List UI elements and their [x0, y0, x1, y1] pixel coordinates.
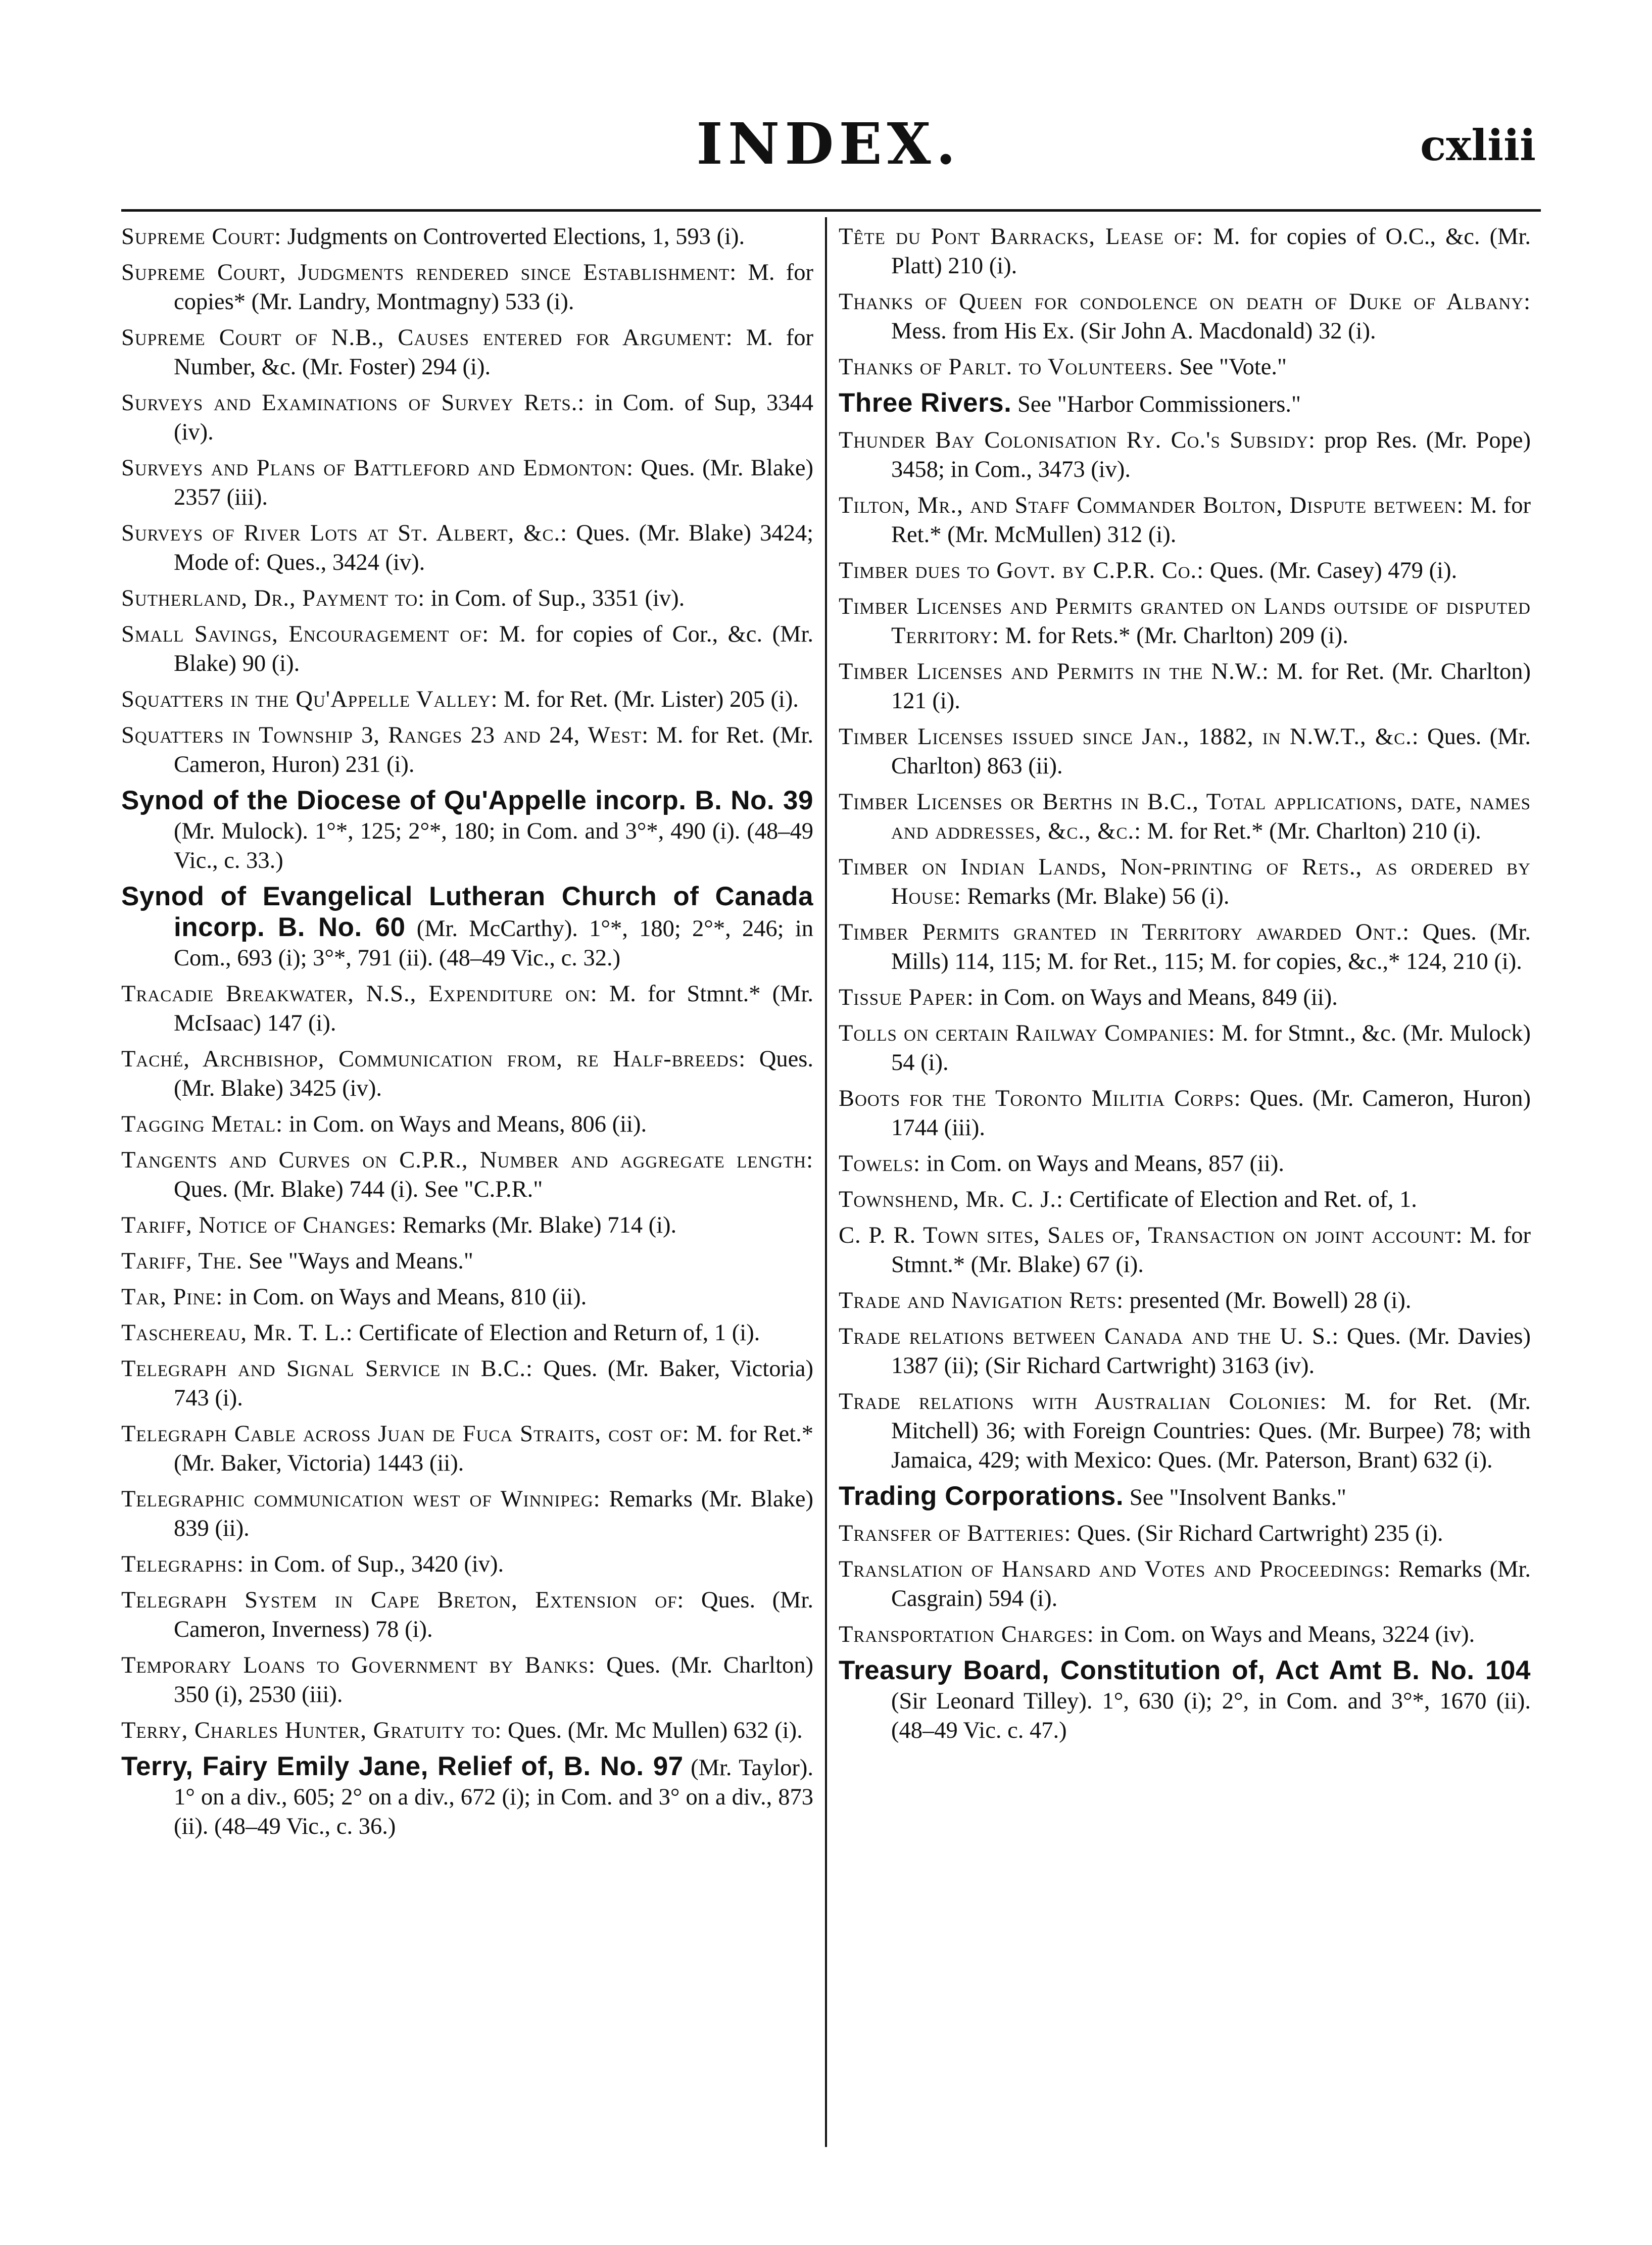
index-entry: [121, 519, 813, 577]
index-entry: [121, 1247, 813, 1276]
entry-text: presented (Mr. Bowell) 28 (i).: [1124, 1288, 1412, 1313]
index-entry: [121, 685, 813, 714]
index-entry: [839, 556, 1531, 585]
entry-heading: Tangents and Curves on C.P.R., Number and aggregate length:: [121, 1147, 813, 1173]
entry-text: prop Res. (Mr. Pope) 3458; in Com., 3473 (iv).: [891, 427, 1531, 482]
entry-text: M. for Ret. (Mr. Mitchell) 36; with Foreign Countries: Ques. (Mr. Burpee) 78; with Jamaica, 429; with Mexico: Ques. (Mr. Paterson, Brant) 632 (i).: [891, 1389, 1531, 1473]
entry-heading: Timber Licenses and Permits granted on Lands outside of disputed Territory:: [839, 594, 1531, 649]
entry-heading: Boots for the Toronto Militia Corps:: [839, 1086, 1241, 1111]
index-entry: [839, 1555, 1531, 1614]
right-column: [839, 222, 1531, 1752]
index-entry: [121, 258, 813, 317]
entry-text: Remarks (Mr. Blake) 714 (i).: [397, 1212, 677, 1238]
entry-heading: Surveys and Examinations of Survey Rets.:: [121, 390, 585, 416]
index-entry: [839, 1286, 1531, 1315]
entry-heading: Tracadie Breakwater, N.S., Expenditure on:: [121, 981, 598, 1007]
entry-text: See "Vote.": [1173, 354, 1287, 380]
entry-heading: Timber Licenses or Berths in B.C., Total applications, date, names and addresses, &c., &c.:: [839, 789, 1531, 844]
entry-text: Mess. from His Ex. (Sir John A. Macdonald) 32 (i).: [891, 318, 1376, 344]
index-entry: [121, 1211, 813, 1240]
entry-heading: Thanks of Parlt. to Volunteers.: [839, 354, 1174, 380]
entry-text: in Com. on Ways and Means, 806 (ii).: [283, 1111, 647, 1137]
index-entry: [839, 1620, 1531, 1649]
index-entry: [121, 620, 813, 678]
entry-heading: Timber dues to Govt. by C.P.R. Co.:: [839, 558, 1204, 583]
entry-text: See "Ways and Means.": [242, 1248, 473, 1274]
entry-text: M. for Ret. (Mr. Cameron, Huron) 231 (i).: [174, 722, 813, 777]
entry-heading: Squatters in the Qu'Appelle Valley:: [121, 687, 498, 712]
entry-heading: Supreme Court of N.B., Causes entered for Argument:: [121, 325, 733, 351]
entry-text: M. for Ret.* (Mr. Charlton) 210 (i).: [1141, 818, 1481, 844]
page-header: [121, 111, 1536, 207]
entry-heading: Sutherland, Dr., Payment to:: [121, 585, 425, 611]
entry-text: in Com. of Sup., 3420 (iv).: [244, 1551, 504, 1577]
entry-heading: Thunder Bay Colonisation Ry. Co.'s Subsidy:: [839, 427, 1316, 453]
header-rule: [121, 209, 1541, 212]
entry-heading: Transportation Charges:: [839, 1622, 1094, 1647]
entry-heading: Three Rivers.: [839, 388, 1012, 418]
entry-text: (Mr. McCarthy). 1°*, 180; 2°*, 246; in Com., 693 (i); 3°*, 791 (ii). (48–49 Vic., c. 32.): [174, 916, 813, 971]
entry-heading: Telegraphs:: [121, 1551, 245, 1577]
entry-heading: Timber Permits granted in Territory awarded Ont.:: [839, 919, 1410, 945]
index-entry: [839, 1019, 1531, 1078]
entry-heading: Tête du Pont Barracks, Lease of:: [839, 224, 1204, 250]
entry-heading: Trade relations with Australian Colonies:: [839, 1389, 1327, 1414]
entry-text: in Com. of Sup., 3351 (iv).: [425, 585, 685, 611]
index-entry: [121, 1550, 813, 1579]
entry-text: (Mr. Taylor). 1° on a div., 605; 2° on a div., 672 (i); in Com. and 3° on a div., 873 (ii). (48–49 Vic., c. 36.): [174, 1755, 813, 1839]
index-entry: [839, 426, 1531, 484]
entry-heading: Timber Licenses issued since Jan., 1882, in N.W.T., &c.:: [839, 724, 1419, 750]
entry-text: M. for Number, &c. (Mr. Foster) 294 (i).: [174, 325, 813, 380]
index-entry: [839, 1387, 1531, 1475]
entry-heading: Transfer of Batteries:: [839, 1521, 1072, 1546]
index-entry: [839, 353, 1531, 382]
index-entry: [121, 980, 813, 1038]
entry-text: See "Harbor Commissioners.": [1011, 392, 1301, 417]
index-entry: [839, 1185, 1531, 1214]
entry-heading: Trade and Navigation Rets:: [839, 1288, 1124, 1313]
index-entry: [121, 1354, 813, 1413]
entry-text: M. for Ret. (Mr. Lister) 205 (i).: [498, 687, 799, 712]
entry-heading: Thanks of Queen for condolence on death of Duke of Albany:: [839, 289, 1531, 315]
entry-text: in Com. on Ways and Means, 3224 (iv).: [1094, 1622, 1475, 1647]
index-entry: [839, 1221, 1531, 1280]
entry-heading: Treasury Board, Constitution of, Act Amt B. No. 104: [839, 1655, 1531, 1685]
entry-text: M. for copies of O.C., &c. (Mr. Platt) 210 (i).: [891, 224, 1531, 279]
entry-heading: Translation of Hansard and Votes and Proceedings:: [839, 1556, 1391, 1582]
entry-text: M. for copies* (Mr. Landry, Montmagny) 533 (i).: [174, 260, 813, 315]
entry-heading: Terry, Fairy Emily Jane, Relief of, B. No. 97: [121, 1751, 684, 1781]
left-column: [121, 222, 813, 1848]
entry-heading: Tariff, The.: [121, 1248, 243, 1274]
entry-heading: C. P. R. Town sites, Sales of, Transaction on joint account:: [839, 1223, 1463, 1248]
entry-text: Ques. (Mr. Baker, Victoria) 743 (i).: [174, 1356, 813, 1411]
entry-text: Ques. (Mr. Cameron, Huron) 1744 (iii).: [891, 1086, 1531, 1141]
entry-heading: Temporary Loans to Government by Banks:: [121, 1652, 596, 1678]
entry-heading: Surveys and Plans of Battleford and Edmonton:: [121, 455, 634, 481]
entry-text: in Com. on Ways and Means, 810 (ii).: [223, 1284, 587, 1310]
index-entry: [121, 1146, 813, 1204]
index-entry: [121, 1485, 813, 1543]
index-entry: [121, 1319, 813, 1348]
entry-heading: Terry, Charles Hunter, Gratuity to:: [121, 1718, 502, 1743]
entry-text: M. for Stmnt.* (Mr. McIsaac) 147 (i).: [174, 981, 814, 1036]
index-entry: [121, 1110, 813, 1139]
entry-heading: Telegraphic communication west of Winnipeg:: [121, 1486, 601, 1512]
entry-text: Ques. (Mr. Blake) 3425 (iv).: [174, 1046, 813, 1101]
entry-heading: Supreme Court:: [121, 224, 282, 250]
entry-heading: Trade relations between Canada and the U. S.:: [839, 1324, 1339, 1349]
entry-text: Ques. (Mr. Blake) 744 (i). See "C.P.R.": [174, 1177, 543, 1202]
entry-text: (Sir Leonard Tilley). 1°, 630 (i); 2°, in Com. and 3°*, 1670 (ii). (48–49 Vic. c. 47.): [891, 1688, 1531, 1743]
index-entry: [121, 882, 813, 973]
entry-text: M. for copies of Cor., &c. (Mr. Blake) 90 (i).: [174, 621, 813, 676]
entry-heading: Small Savings, Encouragement of:: [121, 621, 490, 647]
column-divider: [825, 217, 827, 2147]
index-entry: [839, 1322, 1531, 1381]
entry-text: Certificate of Election and Return of, 1 (i).: [353, 1320, 760, 1346]
entry-text: in Com. on Ways and Means, 849 (ii).: [974, 985, 1338, 1010]
index-entry: [121, 1651, 813, 1710]
index-entry: [839, 287, 1531, 346]
index-entry: [839, 1656, 1531, 1745]
entry-heading: Tolls on certain Railway Companies:: [839, 1020, 1216, 1046]
entry-heading: Tagging Metal:: [121, 1111, 283, 1137]
entry-heading: Taché, Archbishop, Communication from, re Half-breeds:: [121, 1046, 746, 1072]
index-entry: [839, 491, 1531, 550]
entry-heading: Telegraph and Signal Service in B.C.:: [121, 1356, 533, 1382]
entry-heading: Surveys of River Lots at St. Albert, &c.:: [121, 520, 567, 546]
index-entry: [121, 388, 813, 447]
entry-text: Ques. (Mr. Blake) 2357 (iii).: [174, 455, 813, 510]
index-entry: [839, 853, 1531, 911]
entry-text: in Com. on Ways and Means, 857 (ii).: [920, 1151, 1284, 1177]
entry-heading: Trading Corporations.: [839, 1481, 1124, 1511]
entry-text: M. for Stmnt., &c. (Mr. Mulock) 54 (i).: [891, 1020, 1531, 1076]
entry-heading: Tissue Paper:: [839, 985, 974, 1010]
entry-heading: Supreme Court, Judgments rendered since Establishment:: [121, 260, 737, 285]
entry-heading: Tilton, Mr., and Staff Commander Bolton, Dispute between:: [839, 493, 1464, 518]
page-title: INDEX.: [696, 111, 961, 177]
index-entry: [121, 584, 813, 613]
entry-heading: Telegraph System in Cape Breton, Extension of:: [121, 1587, 685, 1613]
entry-text: M. for Rets.* (Mr. Charlton) 209 (i).: [999, 623, 1348, 649]
index-entry: [121, 1716, 813, 1745]
index-entry: [839, 657, 1531, 716]
entry-text: Certificate of Election and Ret. of, 1.: [1063, 1187, 1417, 1212]
entry-text: See "Insolvent Banks.": [1124, 1485, 1346, 1510]
entry-text: (Mr. Mulock). 1°*, 125; 2°*, 180; in Com. and 3°*, 490 (i). (48–49 Vic., c. 33.): [174, 818, 813, 873]
entry-heading: Taschereau, Mr. T. L.:: [121, 1320, 353, 1346]
entry-text: in Com. of Sup, 3344 (iv).: [174, 390, 814, 445]
entry-heading: Townshend, Mr. C. J.:: [839, 1187, 1063, 1212]
entry-text: Ques. (Mr. Charlton) 350 (i), 2530 (iii).: [174, 1652, 813, 1707]
entry-text: Ques. (Mr. Mills) 114, 115; M. for Ret., 115; M. for copies, &c.,* 124, 210 (i).: [891, 919, 1531, 974]
entry-heading: Synod of Evangelical Lutheran Church of Canada incorp. B. No. 60: [121, 882, 813, 942]
index-entry: [839, 1482, 1531, 1512]
index-entry: [121, 1283, 813, 1312]
index-entry: [839, 1519, 1531, 1548]
entry-text: Ques. (Sir Richard Cartwright) 235 (i).: [1071, 1521, 1443, 1546]
entry-text: Ques. (Mr. Cameron, Inverness) 78 (i).: [174, 1587, 813, 1642]
index-entry: [121, 721, 813, 779]
entry-text: Ques. (Mr. Blake) 3424; Mode of: Ques., 3424 (iv).: [174, 520, 813, 575]
entry-text: Judgments on Controverted Elections, 1, 593 (i).: [281, 224, 745, 250]
entry-heading: Tariff, Notice of Changes:: [121, 1212, 397, 1238]
entry-text: M. for Ret.* (Mr. Baker, Victoria) 1443 (ii).: [174, 1421, 814, 1476]
index-entry: [839, 983, 1531, 1012]
entry-heading: Timber Licenses and Permits in the N.W.:: [839, 659, 1269, 685]
entry-heading: Towels:: [839, 1151, 920, 1177]
index-entry: [839, 592, 1531, 651]
index-entry: [839, 722, 1531, 781]
entry-text: Ques. (Mr. Casey) 479 (i).: [1204, 558, 1457, 583]
index-entry: [839, 1084, 1531, 1143]
entry-heading: Timber on Indian Lands, Non-printing of Rets., as ordered by House:: [839, 854, 1531, 909]
index-entry: [839, 788, 1531, 846]
entry-heading: Synod of the Diocese of Qu'Appelle incorp. B. No. 39: [121, 786, 813, 815]
entry-text: Remarks (Mr. Blake) 56 (i).: [961, 884, 1230, 909]
page-number: cxliii: [1420, 120, 1536, 170]
index-entry: [839, 388, 1531, 419]
index-entry: [121, 786, 813, 875]
index-entry: [121, 1752, 813, 1841]
entry-heading: Tar, Pine:: [121, 1284, 223, 1310]
entry-text: Remarks (Mr. Blake) 839 (ii).: [174, 1486, 813, 1541]
index-entry: [121, 1586, 813, 1644]
entry-text: Ques. (Mr. Charlton) 863 (ii).: [891, 724, 1531, 779]
entry-text: Remarks (Mr. Casgrain) 594 (i).: [891, 1556, 1531, 1612]
entry-text: M. for Stmnt.* (Mr. Blake) 67 (i).: [891, 1223, 1531, 1278]
index-entry: [121, 1045, 813, 1103]
entry-text: Ques. (Mr. Mc Mullen) 632 (i).: [502, 1718, 803, 1743]
entry-text: M. for Ret.* (Mr. McMullen) 312 (i).: [891, 493, 1531, 548]
index-entry: [839, 918, 1531, 977]
index-entry: [121, 1420, 813, 1478]
index-entry: [121, 454, 813, 512]
entry-heading: Squatters in Township 3, Ranges 23 and 24, West:: [121, 722, 649, 748]
entry-text: Ques. (Mr. Davies) 1387 (ii); (Sir Richard Cartwright) 3163 (iv).: [891, 1324, 1531, 1379]
index-entry: [839, 1149, 1531, 1179]
index-entry: [121, 323, 813, 382]
entry-heading: Telegraph Cable across Juan de Fuca Straits, cost of:: [121, 1421, 690, 1447]
index-entry: [121, 222, 813, 252]
index-entry: [839, 222, 1531, 281]
entry-text: M. for Ret. (Mr. Charlton) 121 (i).: [891, 659, 1531, 714]
